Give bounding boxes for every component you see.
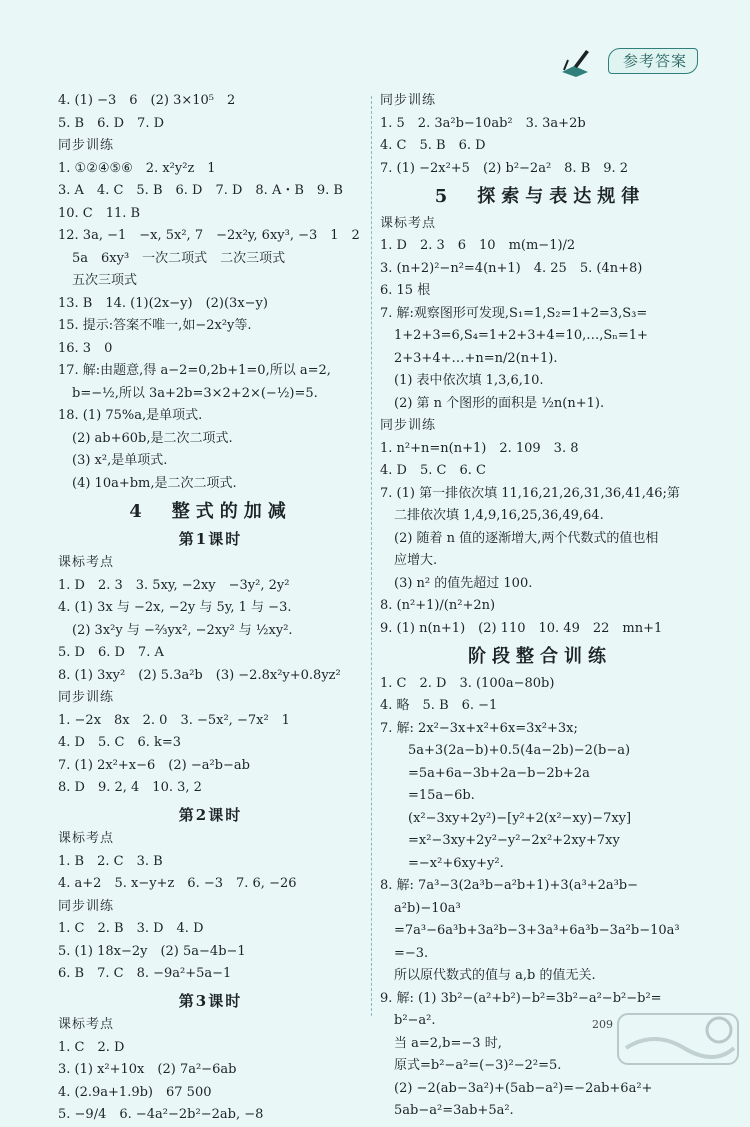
answer-line: 5ab−a²=3ab+5a².	[394, 1103, 514, 1118]
answer-line: 18. (1) 75%a,是单项式.	[58, 408, 203, 423]
answer-line: 7. 解: 2x²−3x+x²+6x=3x²+3x;	[380, 720, 578, 736]
answer-line: 3. (n+2)²−n²=4(n+1) 4. 25 5. (4n+8)	[380, 260, 643, 276]
answer-line: (x²−3xy+2y²)−[y²+2(x²−xy)−7xy]	[408, 810, 632, 826]
answer-line: (2) ab+60b,是二次二项式.	[72, 430, 233, 446]
answer-line: 7. (1) 2x²+x−6 (2) −a²b−ab	[58, 757, 250, 773]
answer-line: 二排依次填 1,4,9,16,25,36,49,64.	[394, 508, 604, 523]
answer-line: 5. −9/4 6. −4a²−2b²−2ab, −8	[58, 1107, 264, 1122]
answer-key-badge: 参考答案	[608, 48, 698, 74]
answer-line: 8. 解: 7a³−3(2a³b−a²b+1)+3(a³+2a³b−	[380, 878, 639, 893]
answer-line: (2) −2(ab−3a²)+(5ab−a²)=−2ab+6a²+	[394, 1080, 653, 1096]
answer-line: 5. (1) 18x−2y (2) 5a−4b−1	[58, 943, 246, 959]
answer-line: 8. (n²+1)/(n²+2n)	[380, 598, 496, 613]
answer-line: 7. (1) 第一排依次填 11,16,21,26,31,36,41,46;第	[380, 485, 680, 501]
answer-line: =x²−3xy+2y²−y²−2x²+2xy+7xy	[408, 833, 620, 848]
answer-line: 3. A 4. C 5. B 6. D 7. D 8. A・B 9. B	[58, 183, 343, 198]
answer-line: 16. 3 0	[58, 340, 113, 356]
pen-book-icon	[558, 46, 594, 78]
answer-line: 所以原代数式的值与 a,b 的值无关.	[394, 968, 596, 983]
answer-line: (4) 10a+bm,是二次二项式.	[72, 475, 237, 491]
answer-line: 1. B 2. C 3. B	[58, 853, 163, 869]
right-column	[380, 90, 700, 1123]
answer-line: 1. C 2. B 3. D 4. D	[58, 921, 204, 936]
answer-line: 2+3+4+…+n=n/2(n+1).	[394, 350, 558, 366]
answer-line: 9. 解: (1) 3b²−(a²+b²)−b²=3b²−a²−b²−b²=	[380, 990, 662, 1006]
answer-line: 4. (2.9a+1.9b) 67 500	[58, 1084, 212, 1100]
answer-line: (3) n² 的值先超过 100.	[394, 575, 533, 591]
answer-line: =7a³−6a³b+3a²b−3+3a³+6a³b−3a²b−10a³	[394, 923, 680, 938]
left-column	[58, 90, 363, 1127]
answer-line: =−x²+6xy+y².	[408, 855, 504, 871]
section-label: 同步训练	[58, 898, 115, 914]
answer-line: (2) 第 n 个图形的面积是 ½n(n+1).	[394, 395, 605, 411]
answer-line: (3) x²,是单项式.	[72, 453, 168, 468]
answer-line: 6. 15 根	[380, 283, 431, 298]
column-divider	[371, 96, 372, 1016]
answer-line: b²−a².	[394, 1013, 436, 1028]
answer-line: 17. 解:由题意,得 a−2=0,2b+1=0,所以 a=2,	[58, 363, 331, 378]
answer-line: 4. 略 5. B 6. −1	[380, 698, 498, 713]
answer-line: 4. D 5. C 6. k=3	[58, 735, 182, 750]
answer-line: 4. C 5. B 6. D	[380, 138, 486, 153]
section-label: 同步训练	[380, 418, 437, 433]
section-label: 同步训练	[380, 93, 437, 108]
answer-line: 12. 3a, −1 −x, 5x², 7 −2x²y, 6xy³, −3 1 2	[58, 228, 360, 243]
watermark-logo	[614, 1008, 744, 1070]
answer-line: 1. D 2. 3 6 10 m(m−1)/2	[380, 238, 576, 253]
answer-line: =−3.	[394, 945, 429, 961]
answer-line: 当 a=2,b=−3 时,	[394, 1035, 502, 1051]
lesson-title: 第3课时	[178, 991, 243, 1010]
answer-line: 9. (1) n(n+1) (2) 110 10. 49 22 mn+1	[380, 620, 663, 636]
answer-line: 5. B 6. D 7. D	[58, 115, 165, 131]
answer-line: 4. D 5. C 6. C	[380, 463, 486, 478]
answer-line: (1) 表中依次填 1,3,6,10.	[394, 373, 544, 388]
lesson-title: 第2课时	[178, 805, 243, 824]
section-title: 4 整式的加减	[129, 501, 292, 522]
answer-line: 7. 解:观察图形可发现,S₁=1,S₂=1+2=3,S₃=	[380, 305, 648, 321]
section-label: 课标考点	[58, 1017, 115, 1032]
answer-line: 1. −2x 8x 2. 0 3. −5x², −7x² 1	[58, 712, 290, 728]
answer-line: 8. D 9. 2, 4 10. 3, 2	[58, 780, 202, 795]
section-label: 课标考点	[380, 215, 437, 231]
answer-line: 原式=b²−a²=(−3)²−2²=5.	[394, 1058, 562, 1073]
answer-line: 4. (1) −3 6 (2) 3×10⁵ 2	[58, 93, 236, 108]
answer-line: 1. ①②④⑤⑥ 2. x²y²z 1	[58, 160, 216, 176]
lesson-title: 第1课时	[178, 529, 243, 548]
section-title: 阶段整合训练	[468, 646, 612, 667]
section-label: 同步训练	[58, 138, 115, 153]
answer-line: 4. (1) 3x 与 −2x, −2y 与 5y, 1 与 −3.	[58, 600, 292, 615]
answer-line: 7. (1) −2x²+5 (2) b²−2a² 8. B 9. 2	[380, 160, 629, 176]
answer-line: 五次三项式	[72, 273, 138, 288]
answer-line: 1+2+3=6,S₄=1+2+3+4=10,…,Sₙ=1+	[394, 328, 648, 343]
answer-line: 3. (1) x²+10x (2) 7a²−6ab	[58, 1062, 237, 1077]
answer-line: (2) 3x²y 与 −⅔yx², −2xy² 与 ½xy².	[72, 622, 293, 638]
answer-line: 1. C 2. D 3. (100a−80b)	[380, 675, 555, 691]
answer-line: 5a+3(2a−b)+0.5(4a−2b)−2(b−a)	[408, 743, 631, 758]
section-label: 课标考点	[58, 555, 115, 570]
answer-line: 5a 6xy³ 一次二项式 二次三项式	[72, 250, 286, 266]
answer-key-header	[558, 44, 698, 78]
answer-line: 10. C 11. B	[58, 205, 141, 221]
answer-line: (2) 随着 n 值的逐渐增大,两个代数式的值也相	[394, 530, 659, 546]
answer-line: 15. 提示:答案不唯一,如−2x²y等.	[58, 318, 252, 333]
section-title: 5 探索与表达规律	[434, 186, 646, 207]
answer-line: 8. (1) 3xy² (2) 5.3a²b (3) −2.8x²y+0.8yz²	[58, 667, 341, 683]
answer-line: a²b)−10a³	[394, 900, 461, 916]
answer-line: 1. D 2. 3 3. 5xy, −2xy −3y², 2y²	[58, 577, 290, 593]
answer-line: =15a−6b.	[408, 788, 475, 803]
answer-line: 1. n²+n=n(n+1) 2. 109 3. 8	[380, 440, 579, 456]
answer-line: 5. D 6. D 7. A	[58, 645, 164, 660]
answer-line: 应增大.	[394, 553, 438, 568]
answer-line: 1. C 2. D	[58, 1039, 125, 1055]
section-label: 课标考点	[58, 831, 115, 846]
section-label: 同步训练	[58, 690, 115, 705]
answer-line: 1. 5 2. 3a²b−10ab² 3. 3a+2b	[380, 115, 586, 131]
answer-line: =5a+6a−3b+2a−b−2b+2a	[408, 765, 590, 781]
page-number: 209	[592, 1018, 613, 1031]
answer-line: 13. B 14. (1)(2x−y) (2)(3x−y)	[58, 295, 268, 311]
answer-line: 4. a+2 5. x−y+z 6. −3 7. 6, −26	[58, 876, 297, 891]
answer-line: b=−½,所以 3a+2b=3×2+2×(−½)=5.	[72, 385, 318, 401]
answer-line: 6. B 7. C 8. −9a²+5a−1	[58, 966, 232, 981]
